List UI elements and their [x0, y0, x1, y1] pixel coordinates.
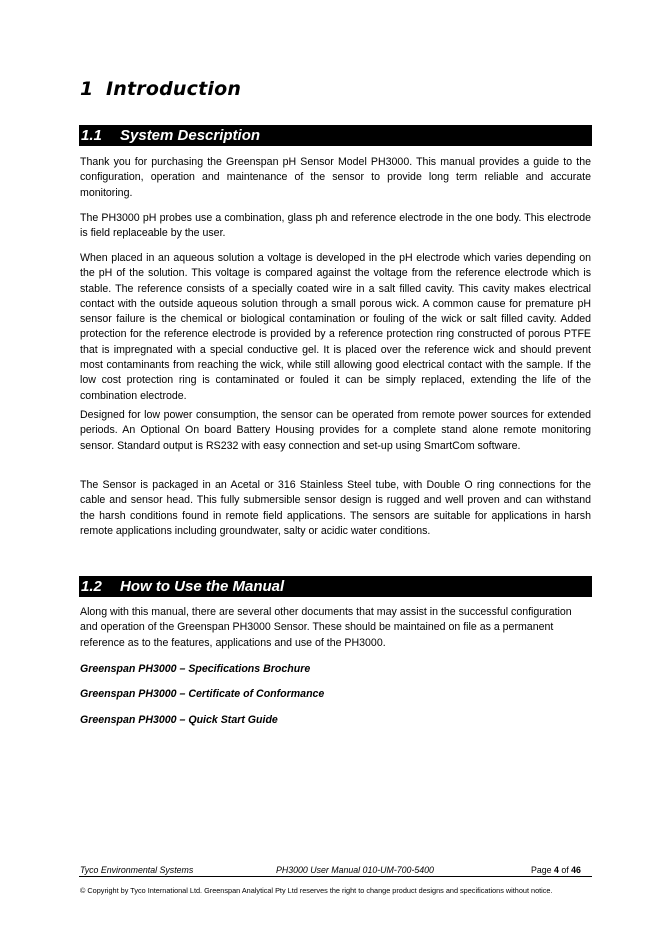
section-title: System Description — [120, 127, 261, 144]
page-total: 46 — [571, 865, 581, 875]
page-of: of — [558, 865, 572, 875]
section-heading-system-description — [79, 125, 592, 146]
page-current: 4 — [554, 865, 559, 875]
chapter-title: Introduction — [106, 78, 242, 100]
document-reference: Greenspan PH3000 – Quick Start Guide — [80, 714, 278, 726]
footer-manual-id: PH3000 User Manual 010-UM-700-5400 — [276, 865, 434, 875]
chapter-number: 1 — [80, 78, 94, 100]
footer-page-number — [531, 865, 581, 875]
document-reference: Greenspan PH3000 – Certificate of Conformance — [80, 688, 325, 700]
paragraph: Along with this manual, there are several other documents that may assist in the successful configuration and operation of the Greenspan PH3000 Sensor. These should be maintained on file as a permanent reference as to the features, applications and use of the PH3000. — [80, 606, 572, 649]
section-number: 1.1 — [81, 127, 102, 144]
section-title: How to Use the Manual — [120, 578, 285, 595]
footer-company: Tyco Environmental Systems — [80, 865, 194, 875]
paragraph: The Sensor is packaged in an Acetal or 316 Stainless Steel tube, with Double O ring connections for the cable and sensor head. This fully submersible sensor design is rugged and well proven and can withstand the harsh conditions found in remote field applications. The sensors are suitable for applications in harsh remote applications including groundwater, salty or acidic water conditions. — [80, 479, 591, 537]
paragraph: Thank you for purchasing the Greenspan pH Sensor Model PH3000. This manual provides a guide to the configuration, operation and maintenance of the sensor to provide long term reliable and accurate monitoring. — [80, 156, 591, 199]
paragraph: Designed for low power consumption, the sensor can be operated from remote power sources for extended periods. An Optional On board Battery Housing provides for a complete stand alone remote monitoring sensor. Standard output is RS232 with easy connection and set-up using SmartCom software. — [80, 409, 591, 452]
document-reference: Greenspan PH3000 – Specifications Brochure — [80, 663, 311, 675]
copyright-notice: © Copyright by Tyco International Ltd. Greenspan Analytical Pty Ltd reserves the right to change product designs and specifications without notice. — [80, 886, 553, 895]
section-heading-how-to-use — [79, 576, 592, 597]
footer-divider — [79, 876, 592, 877]
paragraph: The PH3000 pH probes use a combination, glass ph and reference electrode in the one body. This electrode is field replaceable by the user. — [80, 212, 591, 240]
section-number: 1.2 — [81, 578, 102, 595]
chapter-heading — [80, 78, 241, 100]
paragraph: When placed in an aqueous solution a voltage is developed in the pH electrode which varies depending on the pH of the solution. This voltage is compared against the voltage from the reference electrode which is stable. The reference consists of a specially coated wire in a salt filled cavity. This cavity makes electrical contact with the outside aqueous solution through a small porous wick. A common cause for premature pH sensor failure is the chemical or biological contamination or fouling of the wick or salt filled cavity. Added protection for the reference electrode is provided by a reference protection ring constructed of porous PTFE that is impregnated with a special conductive gel. It is placed over the reference wick and should prevent most contaminants from reaching the wick, while still allowing good electrical contact with the sample. If the low cost protection ring is contaminated or fouled it can be simply replaced, extending the life of the combination electrode. — [80, 252, 591, 402]
page-prefix: Page — [531, 865, 554, 875]
